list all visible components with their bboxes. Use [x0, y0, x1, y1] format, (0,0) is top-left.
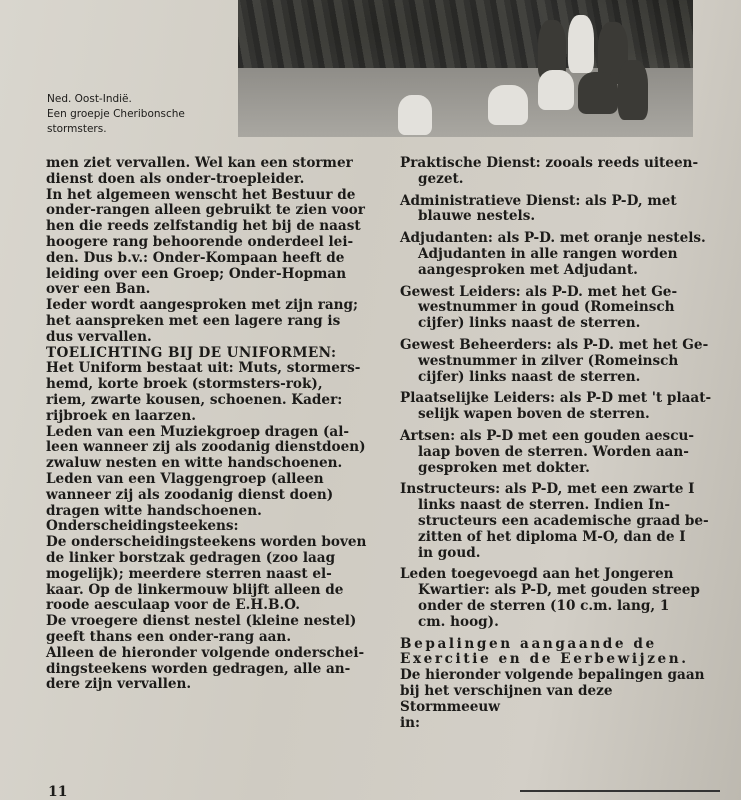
- caption-line: Een groepje Cheribonsche: [47, 108, 185, 120]
- section-heading: TOELICHTING BIJ DE UNIFORMEN:: [46, 344, 337, 361]
- text-line: Gewest Leiders: als P-D. met het Ge-: [400, 283, 678, 300]
- text-line: geeft thans een onder-rang aan.: [46, 628, 292, 645]
- text-line: Plaatselijke Leiders: als P-D met 't plaat-: [400, 390, 712, 407]
- text-line: Ieder wordt aangesproken met zijn rang;: [46, 297, 359, 314]
- page-number: 11: [48, 784, 68, 800]
- caption-line: Ned. Oost-Indië.: [47, 93, 132, 105]
- rank-entry: [400, 482, 712, 561]
- rank-entry: [400, 156, 712, 188]
- text-line: Exercitie en de Eerbewijzen.: [400, 651, 689, 668]
- left-text-column: [46, 156, 370, 693]
- text-line: selijk wapen boven de sterren.: [418, 406, 650, 423]
- text-line: aangesproken met Adjudant.: [418, 261, 638, 278]
- text-line: het aanspreken met een lagere rang is: [46, 312, 341, 329]
- text-line: dingsteekens worden gedragen, alle an-: [46, 660, 351, 677]
- text-line: De hieronder volgende bepalingen gaan: [400, 667, 705, 684]
- text-line: De onderscheidingsteekens worden boven: [46, 534, 367, 551]
- text-line: roode aesculaap voor de E.H.B.O.: [46, 597, 300, 614]
- text-line: Leden van een Muziekgroep dragen (al-: [46, 423, 350, 440]
- text-line: Alleen de hieronder volgende onderschei-: [46, 644, 365, 661]
- text-line: Leden van een Vlaggengroep (alleen: [46, 470, 324, 487]
- text-line: westnummer in zilver (Romeinsch: [418, 352, 679, 369]
- text-line: Leden toegevoegd aan het Jongeren: [400, 566, 674, 583]
- text-line: hoogere rang behoorende onderdeel lei-: [46, 233, 354, 250]
- rank-entry: [400, 429, 712, 476]
- text-line: dus vervallen.: [46, 328, 152, 345]
- text-line: onder de sterren (10 c.m. lang, 1: [418, 597, 670, 614]
- text-line: wanneer zij als zoodanig dienst doen): [46, 486, 334, 503]
- text-line: cm. hoog).: [418, 613, 499, 630]
- rank-entry: [400, 231, 712, 278]
- text-line: Bepalingen aangaande de: [400, 635, 657, 652]
- rank-entry: [400, 567, 712, 630]
- text-line: bij het verschijnen van deze Stormmeeuw: [400, 682, 613, 715]
- text-line: laap boven de sterren. Worden aan-: [418, 443, 689, 460]
- text-line: leen wanneer zij als zoodanig dienstdoen): [46, 439, 366, 456]
- text-line: Onderscheidingsteekens:: [46, 518, 239, 535]
- text-line: dragen witte handschoenen.: [46, 502, 262, 519]
- text-line: structeurs een academische graad be-: [418, 512, 709, 529]
- text-line: zitten of het diploma M-O, dan de I: [418, 528, 686, 545]
- text-line: dere zijn vervallen.: [46, 676, 192, 693]
- text-line: gezet.: [418, 170, 464, 187]
- rank-entry: [400, 391, 712, 423]
- rank-entry: [400, 637, 712, 732]
- photo-caption: [47, 92, 232, 137]
- text-line: mogelijk); meerdere sterren naast el-: [46, 565, 332, 582]
- text-line: Kwartier: als P-D, met gouden streep: [418, 582, 700, 599]
- text-line: blauwe nestels.: [418, 208, 536, 225]
- text-line: leiding over een Groep; Onder-Hopman: [46, 265, 347, 282]
- text-line: riem, zwarte kousen, schoenen. Kader:: [46, 391, 343, 408]
- group-photo: [238, 0, 693, 137]
- text-line: den. Dus b.v.: Onder-Kompaan heeft de: [46, 249, 345, 266]
- text-line: Adjudanten in alle rangen worden: [418, 245, 678, 262]
- text-line: rijbroek en laarzen.: [46, 407, 196, 424]
- text-line: cijfer) links naast de sterren.: [418, 368, 641, 385]
- text-line: men ziet vervallen. Wel kan een stormer: [46, 155, 353, 171]
- text-line: Artsen: als P-D met een gouden aescu-: [400, 427, 695, 444]
- text-line: in:: [400, 714, 421, 731]
- text-line: Gewest Beheerders: als P-D. met het Ge-: [400, 336, 709, 353]
- text-line: over een Ban.: [46, 281, 151, 298]
- text-line: westnummer in goud (Romeinsch: [418, 299, 675, 316]
- text-line: hemd, korte broek (stormsters-rok),: [46, 376, 323, 393]
- rank-entry: [400, 338, 712, 385]
- caption-line: stormsters.: [47, 123, 107, 135]
- text-line: De vroegere dienst nestel (kleine nestel): [46, 613, 357, 630]
- text-line: Adjudanten: als P-D. met oranje nestels.: [400, 230, 706, 247]
- text-line: dienst doen als onder-troepleider.: [46, 170, 305, 187]
- text-line: Praktische Dienst: zooals reeds uiteen-: [400, 155, 699, 171]
- text-line: cijfer) links naast de sterren.: [418, 315, 641, 332]
- text-line: gesproken met dokter.: [418, 459, 590, 476]
- rank-entry: [400, 285, 712, 332]
- text-line: links naast de sterren. Indien In-: [418, 497, 671, 514]
- text-line: de linker borstzak gedragen (zoo laag: [46, 549, 336, 566]
- text-line: kaar. Op de linkermouw blijft alleen de: [46, 581, 344, 598]
- text-line: Het Uniform bestaat uit: Muts, stormers-: [46, 360, 361, 377]
- text-line: hen die reeds zelfstandig het bij de naast: [46, 218, 361, 235]
- text-line: onder-rangen alleen gebruikt te zien voor: [46, 202, 365, 219]
- text-line: zwaluw nesten en witte handschoenen.: [46, 455, 343, 472]
- footer-rule: [520, 790, 720, 792]
- right-text-column: [400, 156, 712, 737]
- text-line: Instructeurs: als P-D, met een zwarte I: [400, 481, 695, 498]
- text-line: in goud.: [418, 544, 481, 561]
- text-line: In het algemeen wenscht het Bestuur de: [46, 186, 356, 203]
- text-line: Administratieve Dienst: als P-D, met: [400, 192, 677, 209]
- rank-entry: [400, 194, 712, 226]
